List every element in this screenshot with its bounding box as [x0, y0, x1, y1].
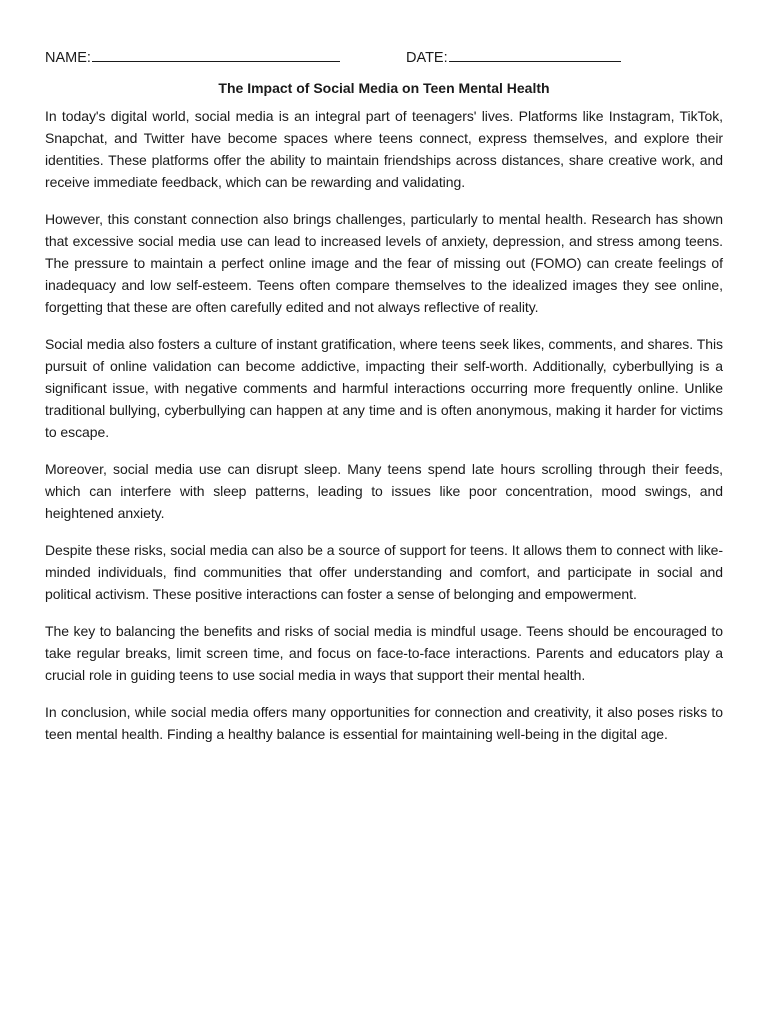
paragraph-intro: In today's digital world, social media is an integral part of teenagers' lives. Platforms like Instagram, TikTok, Snapchat, and Twitter have become spaces where teens connect, express themselves, and explore their identities. These platforms offer the ability to maintain friendships across distances, share creative work, and receive immediate feedback, which can be rewarding and validating. — [45, 108, 723, 190]
paragraph-challenges: However, this constant connection also brings challenges, particularly to mental health. Research has shown that excessive social media use can lead to increased levels of anxiety, depression, and stress among teens. The pressure to maintain a perfect online image and the fear of missing out (FOMO) can create feelings of inadequacy and low self-esteem. Teens often compare themselves to the idealized images they see online, forgetting that these are often carefully edited and not always reflective of reality. — [45, 211, 723, 315]
worksheet-header — [45, 44, 723, 68]
date-blank-line — [449, 44, 621, 62]
document-title: The Impact of Social Media on Teen Mental Health — [218, 80, 550, 96]
document-body — [45, 105, 723, 745]
name-field — [45, 44, 340, 70]
worksheet-page — [45, 44, 723, 760]
date-label: DATE: — [406, 50, 448, 66]
paragraph-sleep: Moreover, social media use can disrupt sleep. Many teens spend late hours scrolling through their feeds, which can interfere with sleep patterns, leading to issues like poor concentration, mood swings, and heightened anxiety. — [45, 461, 723, 521]
date-field — [406, 44, 621, 70]
paragraph-balance: The key to balancing the benefits and risks of social media is mindful usage. Teens should be encouraged to take regular breaks, limit screen time, and focus on face-to-face interactions. Parents and educators play a crucial role in guiding teens to use social media in ways that support their mental health. — [45, 623, 723, 683]
paragraph-gratification: Social media also fosters a culture of instant gratification, where teens seek likes, comments, and shares. This pursuit of online validation can become addictive, impacting their self-worth. Additionally, cyberbullying is a significant issue, with negative comments and harmful interactions occurring more frequently online. Unlike traditional bullying, cyberbullying can happen at any time and is often anonymous, making it harder for victims to escape. — [45, 336, 723, 440]
name-label: NAME: — [45, 50, 91, 66]
name-blank-line — [92, 44, 340, 62]
paragraph-conclusion: In conclusion, while social media offers many opportunities for connection and creativity, it also poses risks to teen mental health. Finding a healthy balance is essential for maintaining well-being in the digital age. — [45, 704, 723, 742]
paragraph-support: Despite these risks, social media can also be a source of support for teens. It allows them to connect with like-minded individuals, find communities that offer understanding and comfort, and participate in social and political activism. These positive interactions can foster a sense of belonging and empowerment. — [45, 542, 723, 602]
